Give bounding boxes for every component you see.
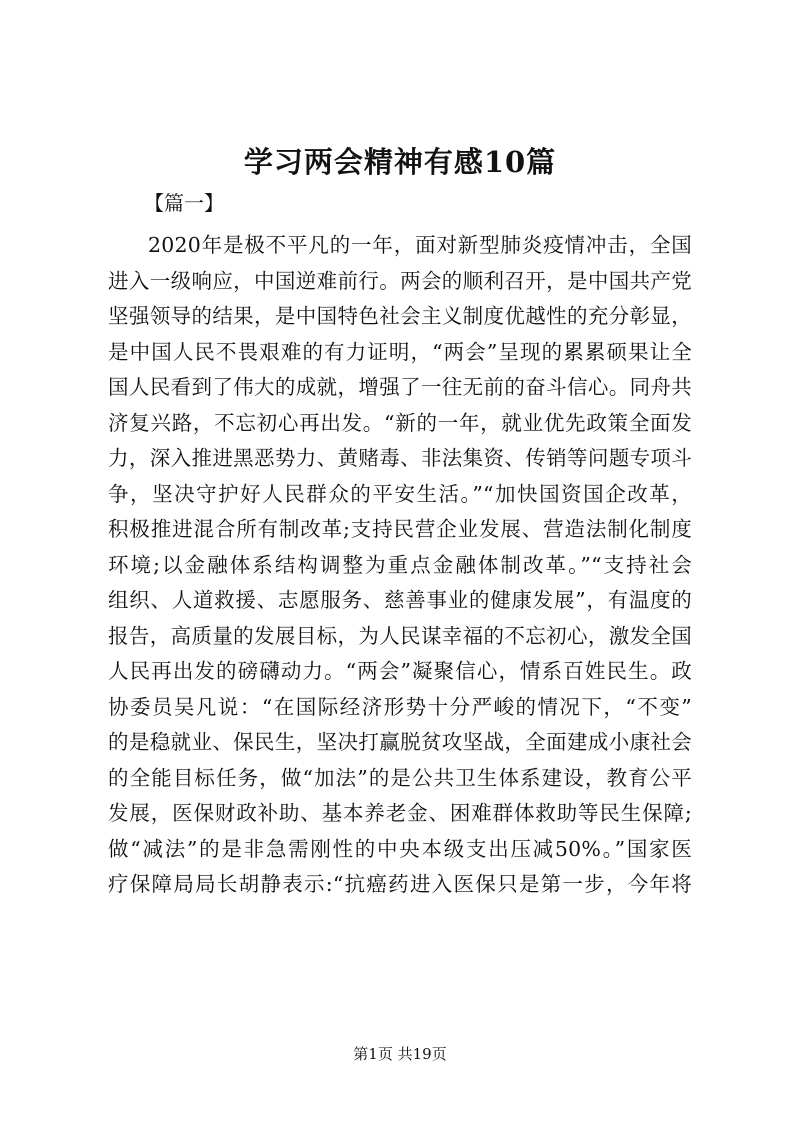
paragraph-line: 做“减法”的是非急需刚性的中央本级支出压减50%。”国家医 <box>108 836 692 861</box>
page-footer: 第1页 共19页 <box>353 1045 447 1063</box>
paragraph-line: 积极推进混合所有制改革;支持民营企业发展、营造法制化制度 <box>108 517 692 541</box>
section-label: 【篇一】 <box>144 191 224 215</box>
paragraph-line: 争，坚决守护好人民群众的平安生活。”“加快国资国企改革， <box>108 481 692 506</box>
paragraph-line: 协委员吴凡说：“在国际经济形势十分严峻的情况下，“不变” <box>108 694 692 719</box>
paragraph-line: 组织、人道救援、志愿服务、慈善事业的健康发展”，有温度的 <box>108 588 692 612</box>
paragraph-line: 报告，高质量的发展目标，为人民谋幸福的不忘初心，激发全国 <box>108 623 692 648</box>
paragraph-line: 是中国人民不畏艰难的有力证明，“两会”呈现的累累硕果让全 <box>108 339 692 364</box>
paragraph-line: 发展，医保财政补助、基本养老金、困难群体救助等民生保障; <box>108 801 692 825</box>
paragraph-line: 的是稳就业、保民生，坚决打赢脱贫攻坚战，全面建成小康社会 <box>108 730 692 754</box>
paragraph-line: 疗保障局局长胡静表示:“抗癌药进入医保只是第一步，今年将 <box>108 872 692 896</box>
paragraph-line: 力，深入推进黑恶势力、黄赌毒、非法集资、传销等问题专项斗 <box>108 446 692 470</box>
paragraph-line: 坚强领导的结果，是中国特色社会主义制度优越性的充分彰显， <box>108 304 692 328</box>
document-title: 学习两会精神有感10篇 <box>243 145 557 179</box>
paragraph-line: 进入一级响应，中国逆难前行。两会的顺利召开，是中国共产党 <box>108 268 692 293</box>
paragraph-line: 济复兴路，不忘初心再出发。“新的一年，就业优先政策全面发 <box>108 410 692 435</box>
body-paragraph <box>108 228 692 903</box>
paragraph-line: 的全能目标任务，做“加法”的是公共卫生体系建设，教育公平 <box>108 765 692 790</box>
paragraph-line: 国人民看到了伟大的成就，增强了一往无前的奋斗信心。同舟共 <box>108 375 692 399</box>
paragraph-line: 人民再出发的磅礴动力。“两会”凝聚信心，情系百姓民生。政 <box>108 659 692 683</box>
paragraph-line: 2020年是极不平凡的一年，面对新型肺炎疫情冲击，全国 <box>148 233 692 257</box>
paragraph-line: 环境;以金融体系结构调整为重点金融体制改革。”“支持社会 <box>108 552 692 577</box>
